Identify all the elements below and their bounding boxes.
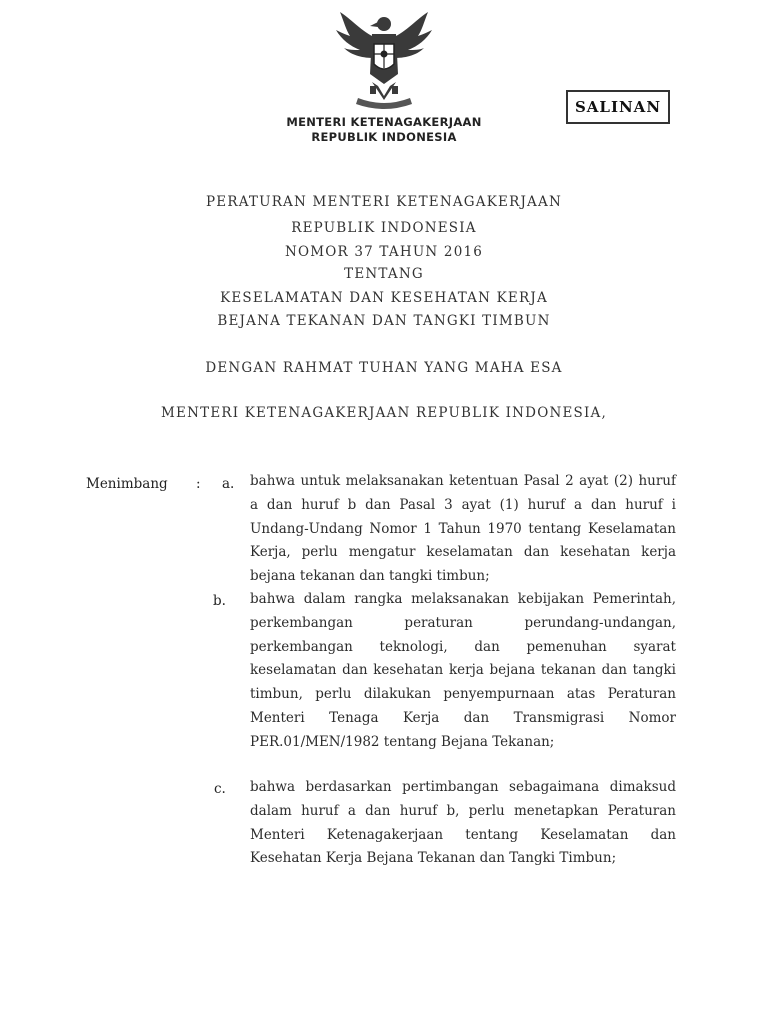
issuer-title: MENTERI KETENAGAKERJAAN bbox=[286, 115, 482, 129]
considering-colon: : bbox=[196, 476, 201, 492]
considering-label: Menimbang bbox=[86, 476, 168, 492]
regulation-country: REPUBLIK INDONESIA bbox=[291, 220, 477, 236]
enacting-authority: MENTERI KETENAGAKERJAAN REPUBLIK INDONESIA, bbox=[161, 405, 607, 421]
consideration-a-letter: a. bbox=[222, 476, 235, 492]
regulation-subject-line1: KESELAMATAN DAN KESEHATAN KERJA bbox=[220, 290, 548, 306]
regulation-about: TENTANG bbox=[344, 266, 424, 282]
invocation-line: DENGAN RAHMAT TUHAN YANG MAHA ESA bbox=[205, 360, 563, 376]
consideration-c-letter: c. bbox=[214, 781, 226, 797]
regulation-heading: PERATURAN MENTERI KETENAGAKERJAAN bbox=[206, 194, 562, 210]
consideration-a-text: bahwa untuk melaksanakan ketentuan Pasal 2 ayat (2) huruf a dan huruf b dan Pasal 3 ayat (1) huruf a dan huruf i Undang-Undang Nomor 1 Tahun 1970 tentang Keselamatan Kerja, perlu mengatur keselamatan dan kesehatan kerja bejana tekanan dan tangki timbun; bbox=[250, 473, 676, 585]
regulation-subject-line2: BEJANA TEKANAN DAN TANGKI TIMBUN bbox=[217, 313, 551, 329]
consideration-b-text: bahwa dalam rangka melaksanakan kebijakan Pemerintah, perkembangan peraturan perundang-undangan, perkembangan teknologi, dan pemenuhan syarat keselamatan dan kesehatan kerja bejana tekanan dan tangki timbun, perlu dilakukan penyempurnaan atas Peraturan Menteri Tenaga Kerja dan Transmigrasi Nomor PER.01/MEN/1982 tentang Bejana Tekanan; bbox=[250, 591, 676, 750]
consideration-c-text: bahwa berdasarkan pertimbangan sebagaimana dimaksud dalam huruf a dan huruf b, perlu menetapkan Peraturan Menteri Ketenagakerjaan tentang Keselamatan dan Kesehatan Kerja Bejana Tekanan dan Tangki Timbun; bbox=[250, 779, 676, 867]
copy-stamp-badge: SALINAN bbox=[566, 90, 670, 124]
consideration-b-letter: b. bbox=[213, 593, 226, 609]
regulation-number: NOMOR 37 TAHUN 2016 bbox=[284, 244, 484, 260]
issuer-country: REPUBLIK INDONESIA bbox=[311, 130, 457, 144]
garuda-emblem-icon bbox=[332, 8, 436, 112]
